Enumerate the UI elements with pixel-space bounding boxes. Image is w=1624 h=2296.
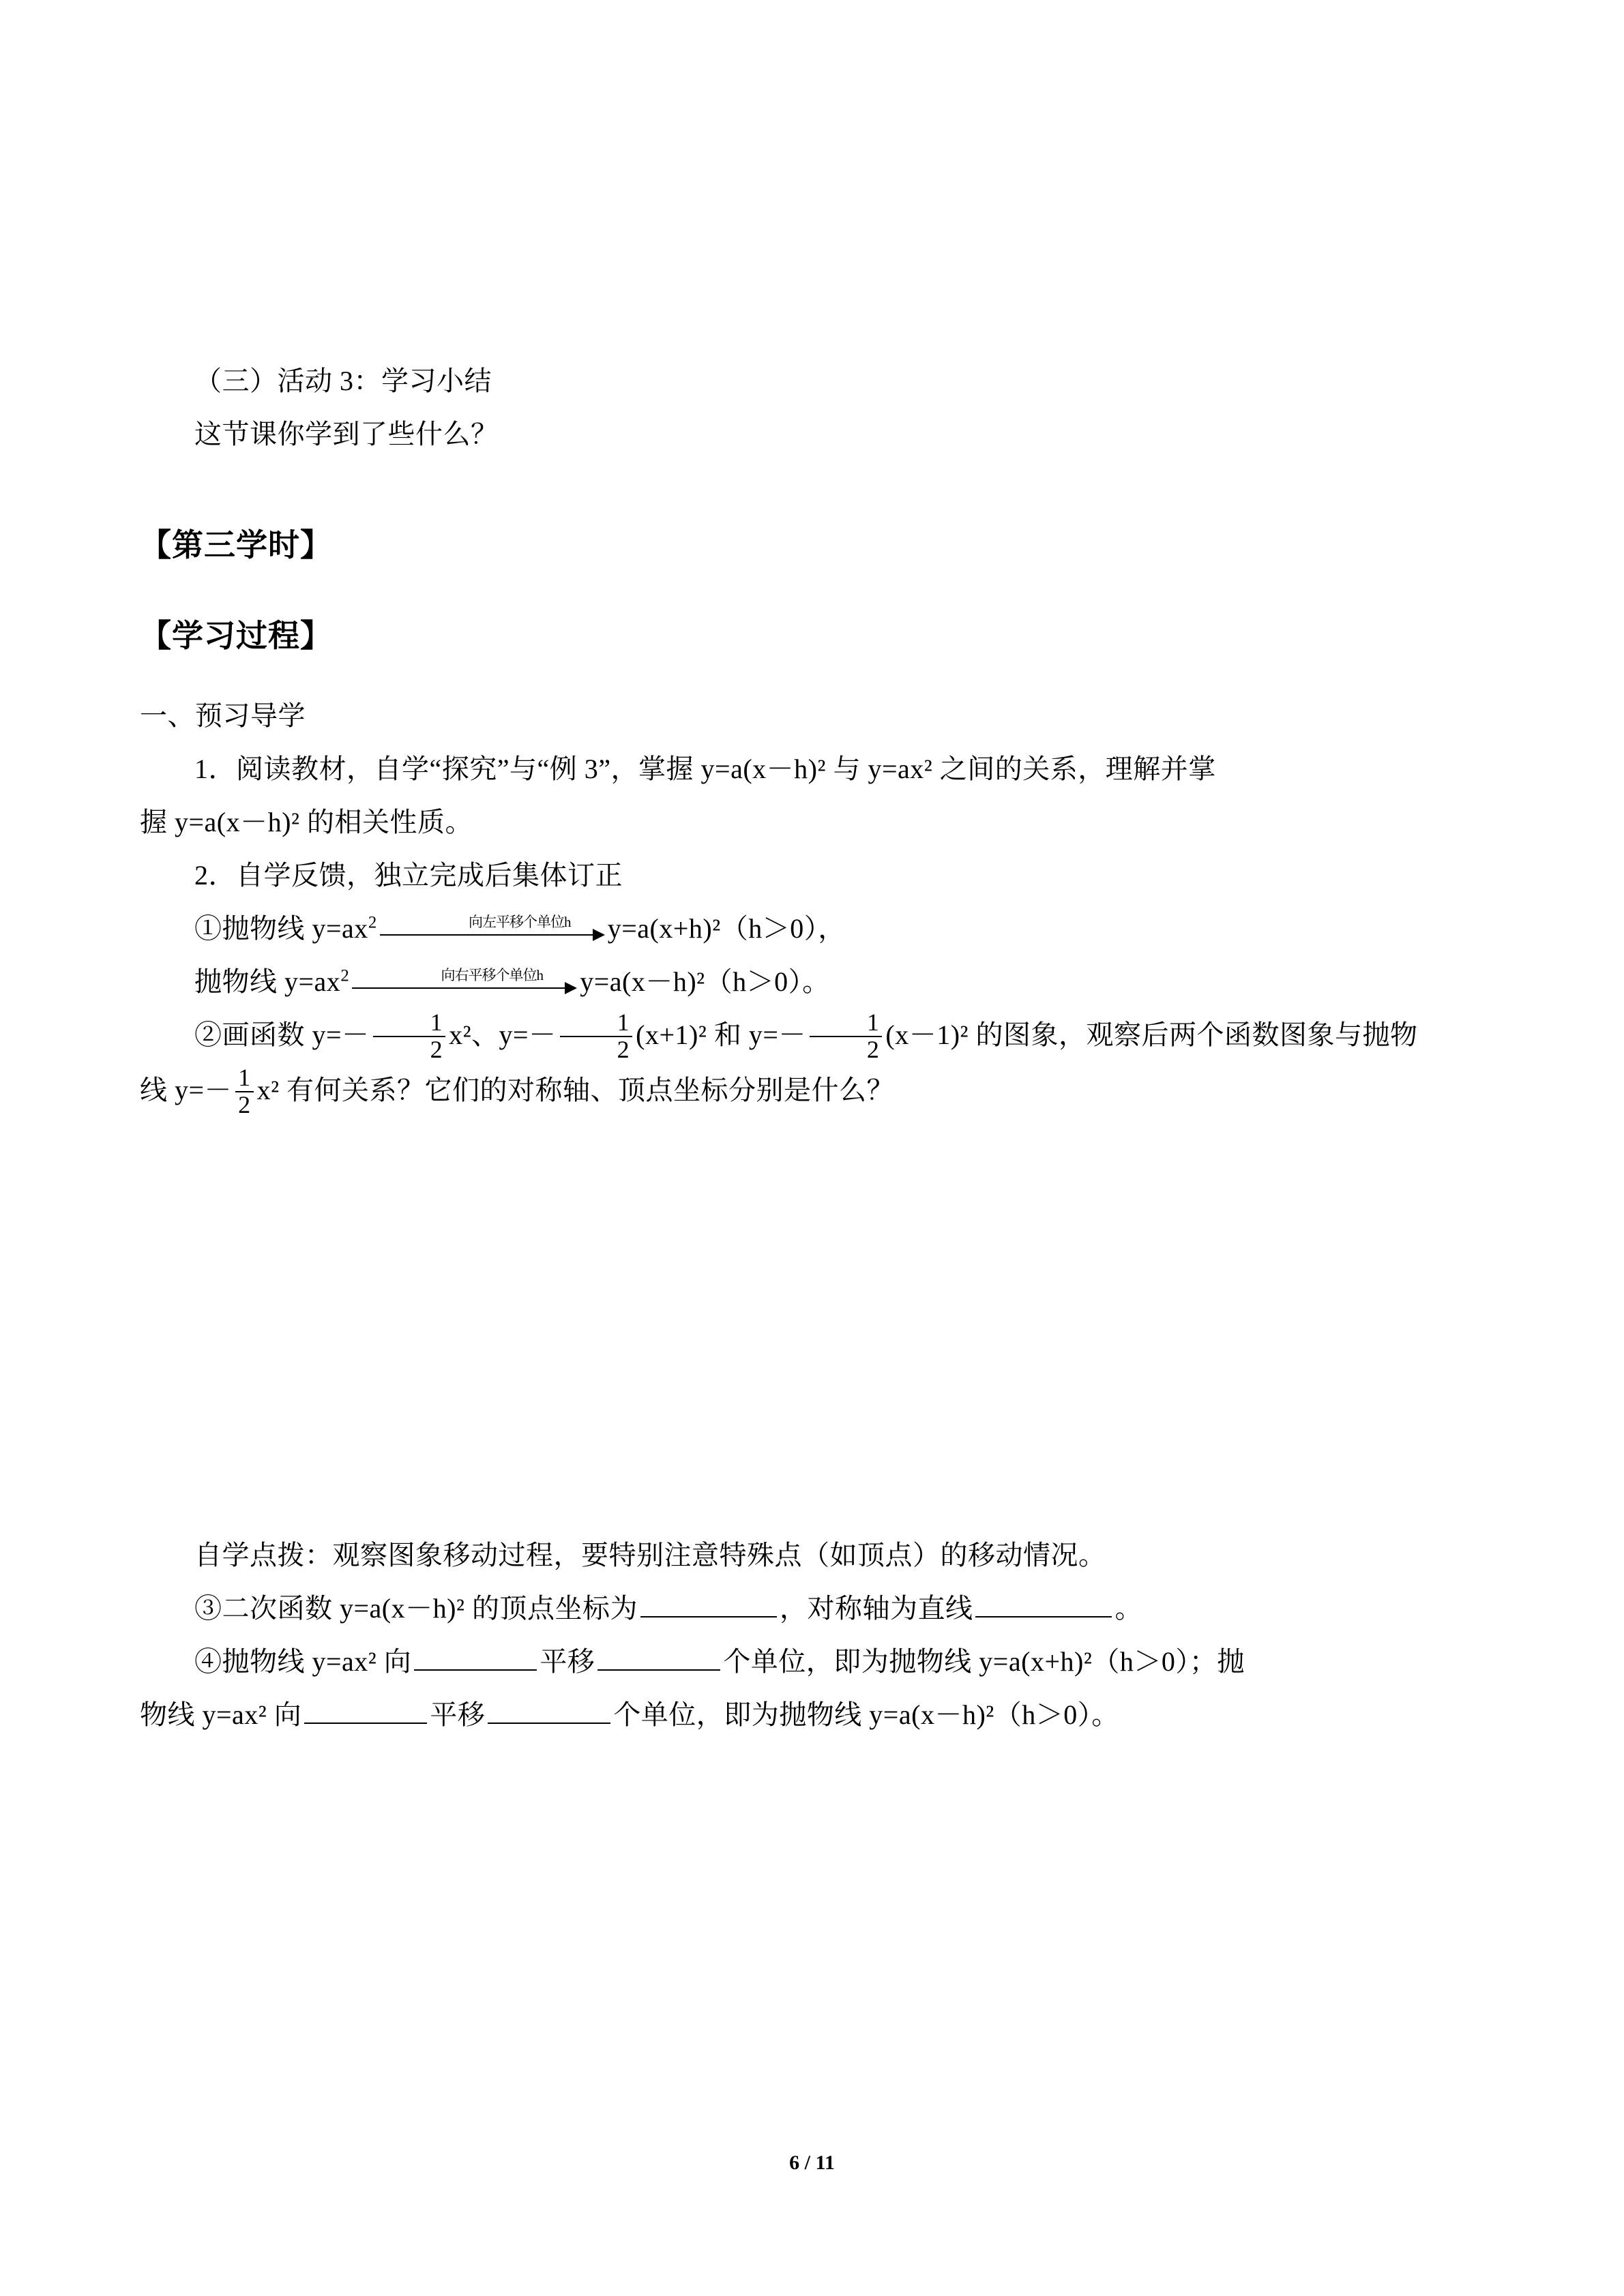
- answer-blank-space: [140, 1120, 1494, 1529]
- activity3-title: （三）活动 3：学习小结: [194, 366, 492, 396]
- arrow-shaft: [380, 934, 594, 936]
- shift-right-suffix: y=a(x－h)²（h＞0）。: [580, 966, 830, 997]
- shift-right-prefix: 抛物线 y=ax: [194, 966, 341, 997]
- shift-left-prefix: ①抛物线 y=ax: [194, 912, 368, 944]
- item3-text-b: ，对称轴为直线: [779, 1593, 973, 1624]
- fraction-one-half-c: [810, 1010, 883, 1063]
- arrow-head: [565, 982, 577, 994]
- item2-title: 2．自学反馈，独立完成后集体订正: [194, 859, 623, 891]
- activity3-question: 这节课你学到了些什么？: [194, 419, 499, 449]
- item2-graph-line1: [140, 1009, 1494, 1064]
- item4-blank-1[interactable]: [414, 1669, 537, 1671]
- fraction-denominator: 2: [866, 1035, 880, 1063]
- item3-blank-1[interactable]: [640, 1615, 777, 1617]
- item4-text-c: 个单位，即为抛物线 y=a(x+h)²（h＞0）；抛: [723, 1646, 1245, 1677]
- item4-text-e: 平移: [430, 1699, 486, 1730]
- arrow-shaft: [352, 987, 566, 989]
- fraction-numerator: 1: [560, 1010, 633, 1037]
- item3-blank-2[interactable]: [975, 1615, 1112, 1617]
- item4-text-b: 平移: [540, 1646, 595, 1677]
- fraction-one-half-b: [560, 1010, 633, 1063]
- part-one-title: 一、预习导学: [140, 700, 306, 731]
- item3-text-a: ③二次函数 y=a(x－h)² 的顶点坐标为: [194, 1593, 638, 1624]
- left-shift-arrow-label: 向左平移个单位h: [468, 913, 571, 930]
- shift-line-right: [140, 955, 1494, 1009]
- arrow-head: [593, 929, 605, 941]
- graph-text-6: x² 有何关系？它们的对称轴、顶点坐标分别是什么？: [256, 1075, 895, 1106]
- right-shift-arrow-label: 向右平移个单位h: [441, 966, 543, 983]
- item3-line: [140, 1582, 1494, 1635]
- fraction-one-half-d: [235, 1065, 254, 1118]
- item4-text-a: ④抛物线 y=ax² 向: [194, 1646, 412, 1677]
- page-content: [140, 355, 1494, 1742]
- fraction-one-half-a: [373, 1010, 446, 1063]
- item4-blank-3[interactable]: [304, 1722, 427, 1724]
- item4-text-d: 物线 y=ax² 向: [140, 1699, 302, 1730]
- item4-text-f: 个单位，即为抛物线 y=a(x－h)²（h＞0）。: [613, 1699, 1119, 1730]
- item3-text-c: 。: [1114, 1593, 1142, 1624]
- item1-line1: 1．阅读教材，自学“探究”与“例 3”，掌握 y=a(x－h)² 与 y=ax² 之间的关系，理解并掌: [194, 753, 1216, 784]
- spacer: [140, 666, 1494, 689]
- shift-left-suffix: y=a(x+h)²（h＞0），: [607, 912, 846, 944]
- spacer: [140, 461, 1494, 484]
- item4-blank-4[interactable]: [488, 1722, 610, 1724]
- shift-left-exponent: 2: [368, 913, 377, 932]
- page-number-footer: 6 / 11: [789, 2151, 835, 2174]
- item1-line2: 握 y=a(x－h)² 的相关性质。: [140, 806, 473, 837]
- graph-text-4: (x－1)² 的图象，观察后两个函数图象与抛物: [885, 1019, 1418, 1050]
- fraction-numerator: 1: [235, 1065, 254, 1092]
- shift-right-exponent: 2: [340, 966, 350, 985]
- fraction-numerator: 1: [373, 1010, 446, 1037]
- fraction-denominator: 2: [617, 1035, 630, 1063]
- item4-blank-2[interactable]: [597, 1669, 720, 1671]
- period-heading: 【第三学时】: [140, 528, 332, 563]
- fraction-numerator: 1: [810, 1010, 883, 1037]
- item2-graph-line2: [140, 1064, 1494, 1120]
- left-shift-arrow-icon: [380, 913, 605, 946]
- graph-text-2: x²、y=－: [449, 1019, 557, 1050]
- graph-text-3: (x+1)² 和 y=－: [636, 1019, 806, 1050]
- self-study-tip: 自学点拨：观察图象移动过程，要特别注意特殊点（如顶点）的移动情况。: [194, 1540, 1106, 1570]
- fraction-denominator: 2: [430, 1035, 443, 1063]
- right-shift-arrow-icon: [352, 966, 577, 1000]
- graph-text-1: ②画函数 y=－: [194, 1019, 370, 1050]
- graph-text-5: 线 y=－: [140, 1075, 233, 1106]
- shift-line-left: [140, 902, 1494, 955]
- item4-line2: [140, 1688, 1494, 1742]
- fraction-denominator: 2: [238, 1091, 251, 1119]
- item4-line1: [140, 1635, 1494, 1688]
- process-heading: 【学习过程】: [140, 618, 332, 654]
